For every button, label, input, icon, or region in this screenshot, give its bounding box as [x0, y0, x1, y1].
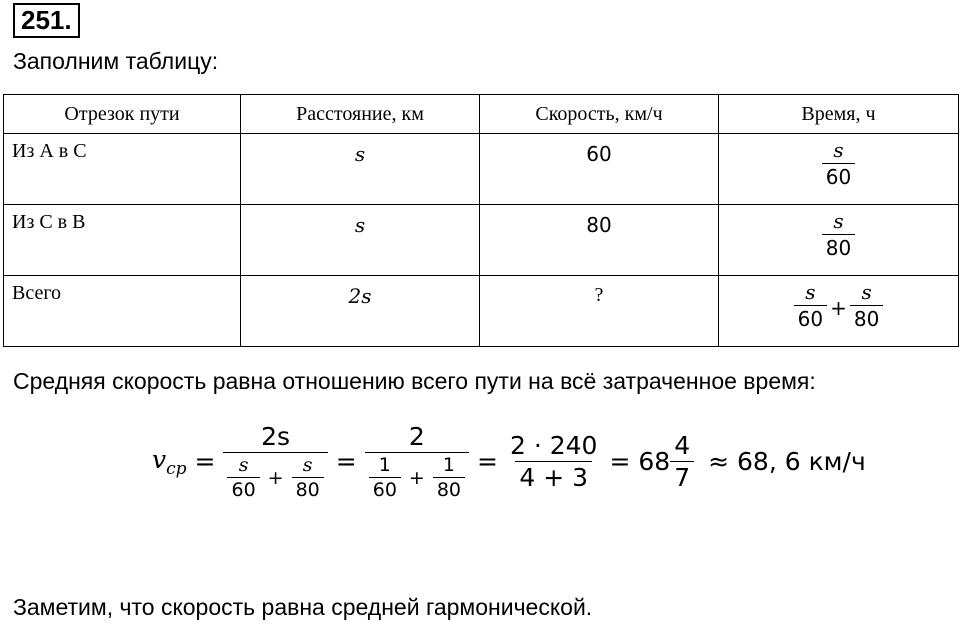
equals-sign: = [335, 447, 357, 476]
inner-numerator: 1 [442, 454, 455, 476]
inner-fraction [227, 454, 259, 501]
plus-sign: + [408, 466, 425, 489]
segment-cell: Из С в В [4, 205, 241, 276]
inner-numerator: s [302, 454, 313, 476]
fraction-1-denominator [223, 452, 327, 501]
inner-fraction [292, 454, 324, 501]
average-speed-formula [152, 422, 866, 501]
fraction-3 [506, 431, 601, 492]
equals-sign: = [609, 447, 631, 476]
inner-denominator: 60 [227, 477, 259, 501]
table-row [4, 205, 959, 276]
conclusion-text: Заметим, что скорость равна средней гармонической. [13, 594, 593, 620]
segment-cell: Из А в С [4, 134, 241, 205]
mixed-fraction [670, 431, 694, 492]
fraction-denominator: 80 [850, 305, 883, 331]
distance-cell: 2s [241, 276, 480, 347]
intro-text: Заполним таблицу: [13, 48, 219, 74]
distance-cell: s [241, 205, 480, 276]
approx-result: ≈ 68, 6 км/ч [708, 447, 866, 476]
inner-denominator: 60 [369, 477, 401, 501]
fraction-2-numerator: 2 [408, 422, 425, 451]
inner-denominator: 80 [292, 477, 324, 501]
mixed-number [638, 431, 694, 492]
plus-sign: + [267, 466, 284, 489]
table-header-row [4, 95, 959, 134]
time-cell [719, 205, 959, 276]
inner-denominator: 80 [433, 477, 465, 501]
header-time: Время, ч [719, 95, 959, 134]
data-table [3, 94, 959, 347]
average-speed-text: Средняя скорость равна отношению всего пути на всё затраченное время: [13, 368, 816, 394]
mixed-denominator: 7 [670, 461, 694, 492]
header-distance: Расстояние, км [241, 95, 480, 134]
fraction-numerator: s [805, 280, 816, 304]
fraction-2-denominator [365, 452, 469, 501]
time-fraction [822, 138, 855, 189]
fraction-3-numerator: 2 · 240 [509, 431, 598, 460]
header-segment: Отрезок пути [4, 95, 241, 134]
inner-fraction [369, 454, 401, 501]
inner-numerator: 1 [378, 454, 391, 476]
mixed-numerator: 4 [674, 431, 691, 460]
speed-cell: 80 [480, 205, 719, 276]
fraction-denominator: 60 [822, 163, 855, 189]
fraction-1 [223, 422, 327, 501]
fraction-numerator: s [861, 280, 872, 304]
inner-fraction [433, 454, 465, 501]
fraction-denominator: 60 [794, 305, 827, 331]
fraction-numerator: s [833, 138, 844, 162]
speed-cell: ? [480, 276, 719, 347]
equals-sign: = [477, 447, 498, 476]
segment-cell: Всего [4, 276, 241, 347]
equals-sign: = [194, 447, 216, 476]
table-row [4, 134, 959, 205]
speed-cell: 60 [480, 134, 719, 205]
header-speed: Скорость, км/ч [480, 95, 719, 134]
fraction-3-denominator: 4 + 3 [515, 461, 592, 492]
fraction-numerator: s [833, 209, 844, 233]
formula-lhs [152, 445, 187, 479]
time-cell [719, 276, 959, 347]
fraction-denominator: 80 [822, 234, 855, 260]
inner-numerator: s [238, 454, 249, 476]
time-fraction-a [794, 280, 827, 331]
velocity-subscript: cp [166, 458, 187, 479]
time-fraction-b [850, 280, 883, 331]
velocity-symbol: v [152, 444, 167, 474]
fraction-2 [365, 422, 469, 501]
time-fraction [822, 209, 855, 260]
problem-number: 251. [13, 3, 80, 38]
distance-cell: s [241, 134, 480, 205]
fraction-1-numerator: 2s [261, 422, 291, 451]
table-row [4, 276, 959, 347]
time-cell [719, 134, 959, 205]
plus-sign: + [830, 295, 847, 320]
mixed-whole: 68 [638, 447, 671, 476]
